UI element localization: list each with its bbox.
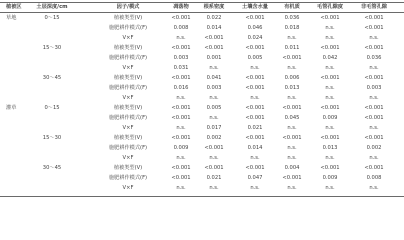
zone-cell: 草地 (6, 14, 17, 21)
p-value-cell: <0.001 (245, 44, 265, 51)
p-value-cell: 0.005 (206, 104, 222, 111)
p-value-cell: 0.002 (366, 144, 382, 151)
p-value-cell: 0.047 (247, 174, 263, 181)
p-value-cell: 0.003 (206, 84, 222, 91)
column-header: 凋落物 (173, 3, 189, 10)
factor-cell: 施肥耕作模式(F) (108, 174, 148, 181)
p-value-cell: <0.001 (282, 104, 302, 111)
factor-cell: V×F (122, 154, 134, 161)
p-value-cell: 0.016 (173, 84, 189, 91)
factor-cell: V×F (122, 124, 134, 131)
p-value-cell: 0.045 (284, 114, 300, 121)
p-value-cell: n.s. (369, 124, 379, 131)
p-value-cell: <0.001 (364, 74, 384, 81)
p-value-cell: <0.001 (320, 164, 340, 171)
p-value-cell: 0.013 (284, 84, 300, 91)
p-value-cell: n.s. (287, 34, 297, 41)
p-value-cell: 0.014 (206, 24, 222, 31)
p-value-cell: n.s. (287, 154, 297, 161)
p-value-cell: n.s. (209, 94, 219, 101)
p-value-cell: n.s. (325, 184, 335, 191)
p-value-cell: n.s. (325, 84, 335, 91)
header-rule (0, 12, 404, 13)
p-value-cell: n.s. (250, 154, 260, 161)
p-value-cell: <0.001 (245, 84, 265, 91)
p-value-cell: 0.021 (247, 124, 263, 131)
column-header: 植被区 (6, 3, 22, 10)
factor-cell: 植被类型(V) (113, 134, 143, 141)
p-value-cell: 0.046 (247, 24, 263, 31)
p-value-cell: <0.001 (171, 164, 191, 171)
p-value-cell: <0.001 (364, 104, 384, 111)
column-header: 根系密度 (203, 3, 225, 10)
p-value-cell: n.s. (176, 124, 186, 131)
zone-cell: 灌草 (6, 104, 17, 111)
p-value-cell: 0.003 (173, 54, 189, 61)
factor-cell: 植被类型(V) (113, 14, 143, 21)
p-value-cell: <0.001 (364, 24, 384, 31)
p-value-cell: 0.014 (247, 144, 263, 151)
p-value-cell: 0.005 (247, 54, 263, 61)
p-value-cell: 0.041 (206, 74, 222, 81)
p-value-cell: <0.001 (204, 164, 224, 171)
factor-cell: 植被类型(V) (113, 164, 143, 171)
p-value-cell: 0.009 (322, 114, 338, 121)
p-value-cell: <0.001 (320, 44, 340, 51)
column-header: 因子/模式 (116, 3, 140, 10)
p-value-cell: 0.003 (366, 84, 382, 91)
p-value-cell: <0.001 (320, 74, 340, 81)
p-value-cell: n.s. (250, 94, 260, 101)
p-value-cell: <0.001 (364, 164, 384, 171)
factor-cell: 施肥耕作模式(F) (108, 54, 148, 61)
factor-cell: V×F (122, 94, 134, 101)
p-value-cell: <0.001 (364, 134, 384, 141)
p-value-cell: <0.001 (245, 74, 265, 81)
p-value-cell: n.s. (176, 34, 186, 41)
p-value-cell: n.s. (369, 154, 379, 161)
p-value-cell: 0.013 (322, 144, 338, 151)
p-value-cell: 0.006 (284, 74, 300, 81)
p-value-cell: <0.001 (245, 114, 265, 121)
depth-cell: 30～45 (42, 74, 62, 81)
depth-cell: 30～45 (42, 164, 62, 171)
p-value-cell: <0.001 (204, 34, 224, 41)
p-value-cell: <0.001 (171, 14, 191, 21)
p-value-cell: 0.008 (366, 174, 382, 181)
p-value-cell: <0.001 (204, 44, 224, 51)
p-value-cell: n.s. (325, 34, 335, 41)
p-value-cell: n.s. (287, 184, 297, 191)
p-value-cell: n.s. (209, 184, 219, 191)
depth-cell: 0～15 (44, 104, 60, 111)
factor-cell: 施肥耕作模式(F) (108, 144, 148, 151)
factor-cell: 施肥耕作模式(F) (108, 24, 148, 31)
p-value-cell: n.s. (176, 154, 186, 161)
p-value-cell: 0.036 (366, 54, 382, 61)
depth-cell: 0～15 (44, 14, 60, 21)
column-header: 非毛管孔隙 (361, 3, 387, 10)
p-value-cell: n.s. (287, 124, 297, 131)
p-value-cell: n.s. (325, 154, 335, 161)
column-header: 毛管孔隙度 (317, 3, 343, 10)
p-value-cell: n.s. (209, 64, 219, 71)
p-value-cell: n.s. (325, 94, 335, 101)
p-value-cell: <0.001 (282, 134, 302, 141)
factor-cell: 施肥耕作模式(F) (108, 84, 148, 91)
p-value-cell: n.s. (325, 24, 335, 31)
p-value-cell: <0.001 (171, 74, 191, 81)
p-value-cell: 0.009 (322, 174, 338, 181)
p-value-cell: <0.001 (171, 134, 191, 141)
p-value-cell: <0.001 (171, 44, 191, 51)
p-value-cell: <0.001 (282, 174, 302, 181)
p-value-cell: <0.001 (171, 104, 191, 111)
p-value-cell: n.s. (369, 64, 379, 71)
p-value-cell: <0.001 (171, 174, 191, 181)
p-value-cell: 0.021 (206, 174, 222, 181)
column-header: 土壤含水量 (242, 3, 268, 10)
p-value-cell: 0.042 (322, 54, 338, 61)
p-value-cell: n.s. (287, 144, 297, 151)
p-value-cell: <0.001 (204, 144, 224, 151)
p-value-cell: 0.008 (173, 24, 189, 31)
p-value-cell: 0.031 (173, 64, 189, 71)
factor-cell: 植被类型(V) (113, 44, 143, 51)
p-value-cell: n.s. (287, 94, 297, 101)
column-header: 有机质 (284, 3, 300, 10)
p-value-cell: n.s. (176, 184, 186, 191)
p-value-cell: 0.024 (247, 34, 263, 41)
factor-cell: 植被类型(V) (113, 74, 143, 81)
p-value-cell: <0.001 (282, 54, 302, 61)
p-value-cell: <0.001 (245, 14, 265, 21)
p-value-cell: n.s. (369, 184, 379, 191)
p-value-cell: 0.017 (206, 124, 222, 131)
column-header: 土层深度/cm (36, 3, 68, 10)
p-value-cell: n.s. (250, 184, 260, 191)
p-value-cell: n.s. (176, 94, 186, 101)
bottom-rule (0, 196, 404, 197)
p-value-cell: <0.001 (364, 114, 384, 121)
factor-cell: 施肥耕作模式(F) (108, 114, 148, 121)
p-value-cell: 0.011 (284, 44, 300, 51)
p-value-cell: <0.001 (245, 164, 265, 171)
p-value-cell: <0.001 (320, 104, 340, 111)
p-value-cell: n.s. (209, 154, 219, 161)
p-value-cell: <0.001 (364, 44, 384, 51)
p-value-cell: 0.009 (173, 144, 189, 151)
p-value-cell: <0.001 (245, 104, 265, 111)
p-value-cell: n.s. (369, 34, 379, 41)
depth-cell: 15～30 (42, 44, 62, 51)
factor-cell: V×F (122, 64, 134, 71)
p-value-cell: <0.001 (245, 134, 265, 141)
factor-cell: 植被类型(V) (113, 104, 143, 111)
p-value-cell: <0.001 (364, 14, 384, 21)
depth-cell: 15～30 (42, 134, 62, 141)
p-value-cell: 0.018 (284, 24, 300, 31)
p-value-cell: <0.001 (320, 134, 340, 141)
p-value-cell: 0.022 (206, 14, 222, 21)
p-value-cell: 0.002 (206, 134, 222, 141)
p-value-cell: <0.001 (320, 14, 340, 21)
p-value-cell: n.s. (287, 64, 297, 71)
p-value-cell: 0.001 (206, 54, 222, 61)
p-value-cell: 0.004 (284, 164, 300, 171)
p-value-cell: <0.001 (171, 114, 191, 121)
factor-cell: V×F (122, 34, 134, 41)
p-value-cell: n.s. (250, 64, 260, 71)
factor-cell: V×F (122, 184, 134, 191)
p-value-cell: n.s. (325, 124, 335, 131)
p-value-cell: n.s. (209, 114, 219, 121)
p-value-cell: n.s. (325, 64, 335, 71)
p-value-cell: 0.036 (284, 14, 300, 21)
p-value-cell: n.s. (369, 94, 379, 101)
